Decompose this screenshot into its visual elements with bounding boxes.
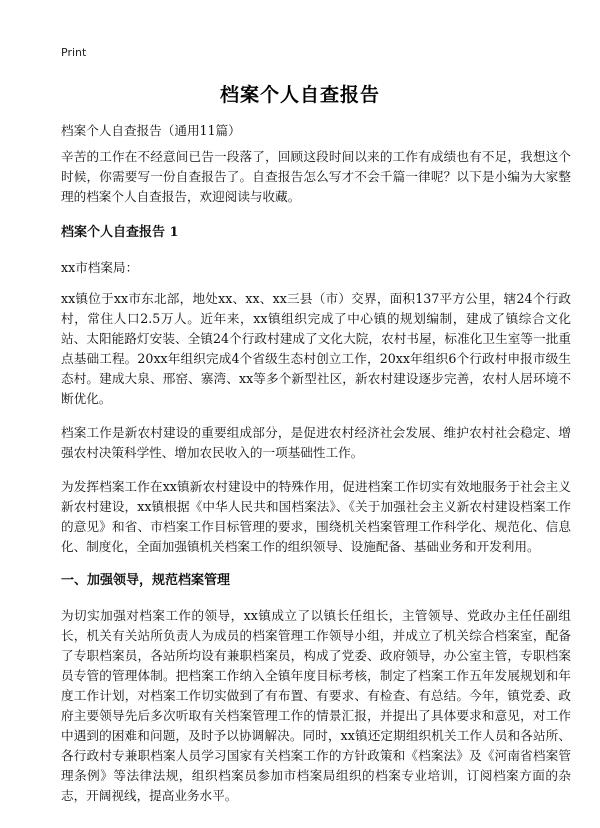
document-title: 档案个人自查报告 xyxy=(219,84,380,106)
section-heading: 档案个人自查报告 1 xyxy=(61,225,179,240)
document-body xyxy=(61,121,571,820)
body-paragraph-2: 档案工作是新农村建设的重要组成部分，是促进农村经济社会发展、维护农村社会稳定、增强农村决策科学性、增加农民收入的一项基础性工作。 xyxy=(61,425,571,460)
body-paragraph-4: 为切实加强对档案工作的领导，xx镇成立了以镇长任组长，主管领导、党政办主任任副组长，机关有关站所负责人为成员的档案管理工作领导小组，并成立了机关综合档案室，配备了专职档案员，各站所均设有兼职档案员，构成了党委、政府领导，办公室主管，专职档案员专管的管理体制。把档案工作纳入全镇年度目标考核，制定了档案工作五年发展规划和年度工作计划，对档案工作切实做到了有布置、有要求、有检查、有总结。今年，镇党委、政府主要领导先后多次听取有关档案管理工作的情景汇报，并提出了具体要求和意见，对工作中遇到的困难和问题，及时予以协调解决。同时，xx镇还定期组织机关工作人员和各站所、各行政村专兼职档案人员学习国家有关档案工作的方针政策和《档案法》及《河南省档案管理条例》等法律法规，组织档案员参加市档案局组织的档案专业培训，订阅档案方面的杂志，开阔视线，提高业务水平。 xyxy=(61,608,571,803)
subsection-heading: 一、加强领导，规范档案管理 xyxy=(61,573,231,588)
print-label[interactable]: Print xyxy=(61,46,87,59)
salutation: xx市档案局： xyxy=(61,260,139,275)
body-paragraph-3: 为发挥档案工作在xx镇新农村建设中的特殊作用，促进档案工作切实有效地服务于社会主义新农村建设，xx镇根据《中华人民共和国档案法》、《关于加强社会主义新农村建设档案工作的意见》和省、市档案工作目标管理的要求，围绕机关档案管理工作科学化、规范化、信息化、制度化，全面加强镇机关档案工作的组织领导、设施配备、基础业务和开发利用。 xyxy=(61,479,571,554)
document-subtitle: 档案个人自查报告（通用11篇） xyxy=(61,123,241,138)
intro-paragraph: 辛苦的工作在不经意间已告一段落了，回顾这段时间以来的工作有成绩也有不足，我想这个时候，你需要写一份自查报告了。自查报告怎么写才不会千篇一律呢？以下是小编为大家整理的档案个人自查报告，欢迎阅读与收藏。 xyxy=(61,149,571,204)
body-paragraph-1: xx镇位于xx市东北部，地处xx、xx、xx三县（市）交界，面积137平方公里，辖24个行政村，常住人口2.5万人。近年来，xx镇组织完成了中心镇的规划编制，建成了镇综合文化站、太阳能路灯安装、全镇24个行政村建成了文化大院，农村书屋，标准化卫生室等一批重点基础工程。20xx年组织完成4个省级生态村创立工作，20xx年组织6个行政村申报市级生态村。建成大泉、邢窑、寨湾、xx等多个新型社区，新农村建设逐步完善，农村人居环境不断优化。 xyxy=(61,291,571,406)
